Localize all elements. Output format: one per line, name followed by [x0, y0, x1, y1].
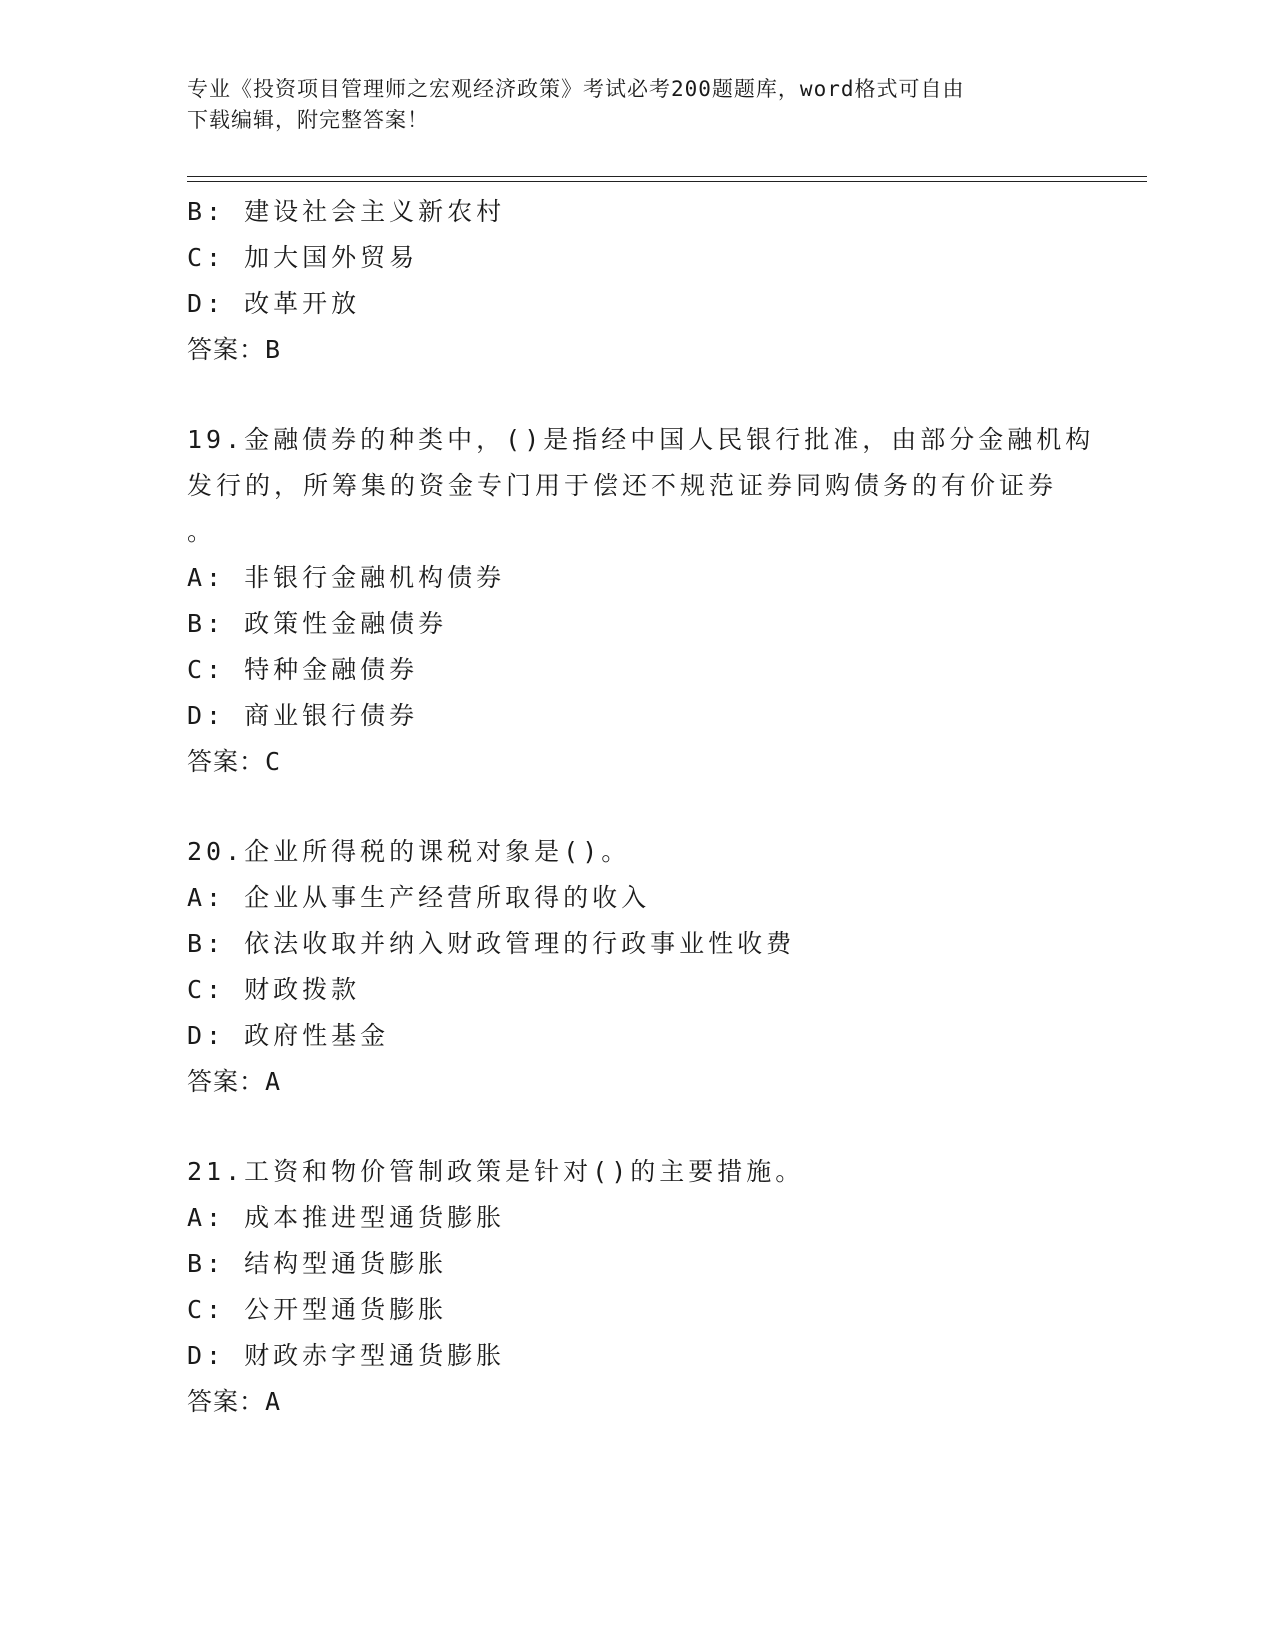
question-21	[187, 1149, 1087, 1425]
answer-value: B	[265, 335, 282, 364]
answer-label: 答案：	[187, 1067, 266, 1096]
header-line-1: 专业《投资项目管理师之宏观经济政策》考试必考200题题库，word格式可自由	[187, 77, 965, 101]
option-a: A: 企业从事生产经营所取得的收入	[187, 883, 651, 912]
question-list	[187, 189, 1095, 1425]
answer-label: 答案：	[187, 335, 266, 364]
option-d: D: 商业银行债券	[187, 701, 419, 730]
document-header	[187, 74, 1087, 136]
option-b: B: 建设社会主义新农村	[187, 197, 506, 226]
header-divider-bottom	[187, 181, 1147, 182]
question-19	[187, 417, 1095, 785]
answer-value: C	[265, 747, 282, 776]
question-20	[187, 829, 1087, 1105]
option-a: A: 成本推进型通货膨胀	[187, 1203, 506, 1232]
option-c: C: 公开型通货膨胀	[187, 1295, 448, 1324]
option-b: B: 依法收取并纳入财政管理的行政事业性收费	[187, 929, 796, 958]
option-d: D: 改革开放	[187, 289, 361, 318]
option-d: D: 政府性基金	[187, 1021, 390, 1050]
answer-line	[187, 327, 1087, 373]
question-18-tail	[187, 189, 1087, 373]
answer-value: A	[265, 1067, 282, 1096]
option-b: B: 政策性金融债券	[187, 609, 448, 638]
question-stem-line-1: 21.工资和物价管制政策是针对()的主要措施。	[187, 1157, 805, 1186]
answer-label: 答案：	[187, 1387, 266, 1416]
question-stem-line-1: 20.企业所得税的课税对象是()。	[187, 837, 631, 866]
header-divider-top	[187, 176, 1147, 177]
option-c: C: 财政拨款	[187, 975, 361, 1004]
question-stem-line-3: 。	[187, 517, 217, 546]
option-b: B: 结构型通货膨胀	[187, 1249, 448, 1278]
answer-line	[187, 1059, 1087, 1105]
option-c: C: 特种金融债券	[187, 655, 419, 684]
option-d: D: 财政赤字型通货膨胀	[187, 1341, 506, 1370]
answer-value: A	[265, 1387, 282, 1416]
answer-label: 答案：	[187, 747, 266, 776]
header-line-2: 下载编辑，附完整答案！	[187, 108, 429, 132]
answer-line	[187, 1379, 1087, 1425]
answer-line	[187, 739, 1087, 785]
option-c: C: 加大国外贸易	[187, 243, 419, 272]
question-stem-line-1: 19.金融债券的种类中，()是指经中国人民银行批准，由部分金融机构	[187, 425, 1095, 454]
question-stem-line-2: 发行的，所筹集的资金专门用于偿还不规范证券同购债务的有价证券	[187, 471, 1058, 500]
option-a: A: 非银行金融机构债券	[187, 563, 506, 592]
